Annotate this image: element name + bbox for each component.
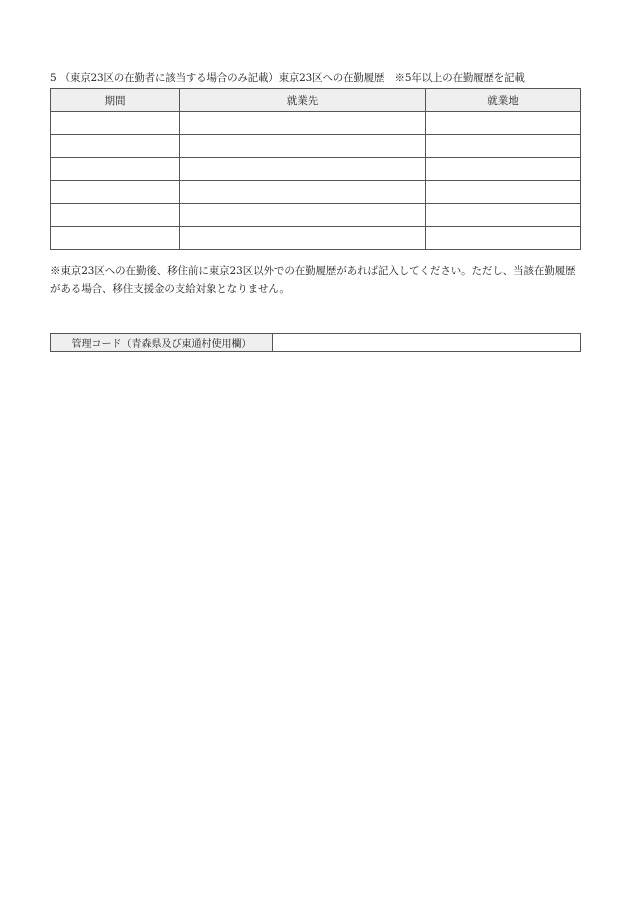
section-heading: 5 （東京23区の在勤者に該当する場合のみ記載）東京23区への在勤履歴 ※5年以上の在勤履歴を記載 xyxy=(50,72,525,84)
table-row xyxy=(51,227,581,250)
period-cell[interactable] xyxy=(51,112,180,135)
management-code-label: 管理コード（青森県及び東通村使用欄） xyxy=(51,334,273,352)
work-location-cell[interactable] xyxy=(426,112,581,135)
period-cell[interactable] xyxy=(51,135,180,158)
work-location-cell[interactable] xyxy=(426,227,581,250)
employer-cell[interactable] xyxy=(180,204,426,227)
management-code-field[interactable] xyxy=(273,334,581,352)
period-cell[interactable] xyxy=(51,181,180,204)
employer-cell[interactable] xyxy=(180,112,426,135)
period-cell[interactable] xyxy=(51,227,180,250)
table-row xyxy=(51,135,581,158)
column-header-work-location: 就業地 xyxy=(426,89,581,112)
work-location-cell[interactable] xyxy=(426,158,581,181)
period-cell[interactable] xyxy=(51,158,180,181)
management-code-table xyxy=(50,333,581,352)
employer-cell[interactable] xyxy=(180,158,426,181)
table-row xyxy=(51,204,581,227)
period-cell[interactable] xyxy=(51,204,180,227)
table-row xyxy=(51,181,581,204)
history-note: ※東京23区への在勤後、移住前に東京23区以外での在勤履歴があれば記入してください。ただし、当該在勤履歴がある場合、移住支援金の支給対象となりません。 xyxy=(50,265,576,295)
table-row xyxy=(51,112,581,135)
table-row xyxy=(51,158,581,181)
work-location-cell[interactable] xyxy=(426,181,581,204)
work-history-table xyxy=(50,88,581,250)
column-header-employer: 就業先 xyxy=(180,89,426,112)
work-location-cell[interactable] xyxy=(426,204,581,227)
work-location-cell[interactable] xyxy=(426,135,581,158)
table-header-row xyxy=(51,89,581,112)
employer-cell[interactable] xyxy=(180,181,426,204)
employer-cell[interactable] xyxy=(180,227,426,250)
management-code-row xyxy=(51,334,581,352)
column-header-period: 期間 xyxy=(51,89,180,112)
employer-cell[interactable] xyxy=(180,135,426,158)
